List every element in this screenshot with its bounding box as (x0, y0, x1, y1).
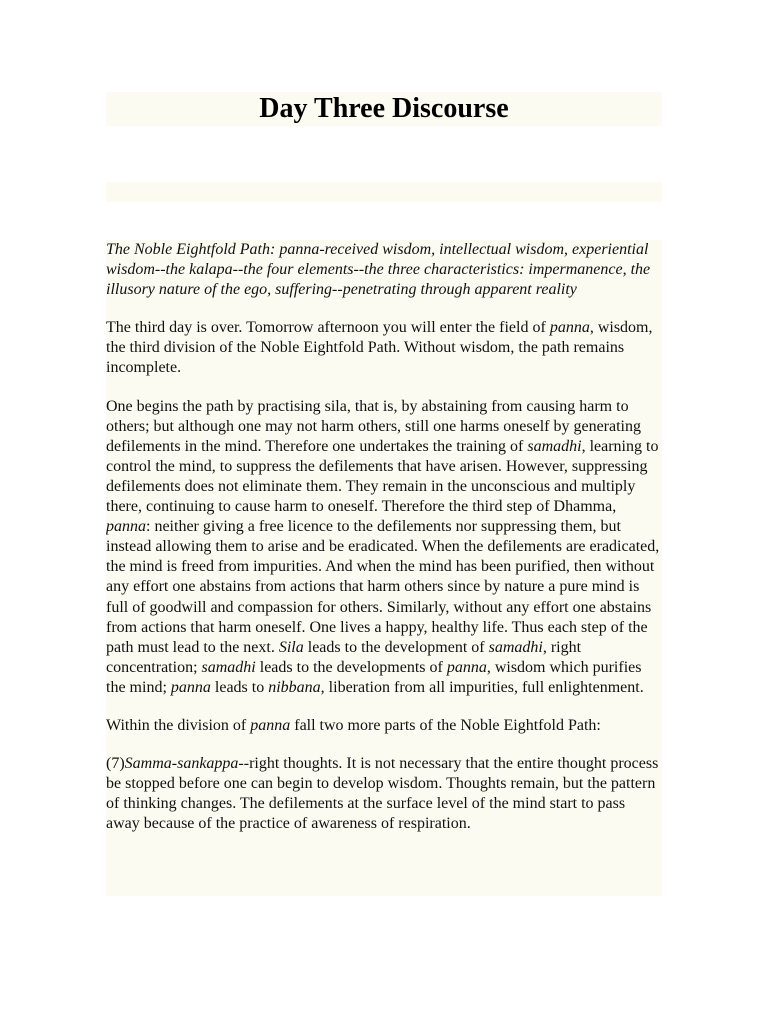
list-number: (7) (106, 755, 125, 773)
text-run: fall two more parts of the Noble Eightfold Path: (290, 716, 601, 734)
term-panna: panna (170, 678, 211, 696)
term-panna: panna (250, 716, 291, 734)
summary-paragraph: The Noble Eightfold Path: panna-received wisdom, intellectual wisdom, experiential wisdom--the kalapa--the four elements--the three characteristics: impermanence, the illusory nature of the ego, suffering--penetrating through apparent reality (106, 241, 651, 299)
term-samadhi: samadhi (201, 658, 256, 676)
paragraph-1 (106, 318, 662, 378)
discourse-body (106, 240, 662, 896)
text-run: : neither giving a free licence to the defilements nor suppressing them, but instead allowing them to arise and be eradicated. When the defilements are eradicated, the mind is freed from impurities. And when the mind has been purified, then without any effort one abstains from actions that harm others since by nature a pure mind is full of goodwill and compassion for others. Similarly, without any effort one abstains from actions that harm oneself. One lives a happy, healthy life. Thus each step of the path must lead to the next. (106, 518, 660, 656)
text-run: , wisdom, the third division of the Noble Eightfold Path. Without wisdom, the path remains incomplete. (106, 319, 653, 377)
term-samadhi: samadhi (527, 437, 582, 455)
text-run: One begins the path by practising sila, that is, by abstaining from causing harm to others; but although one may not harm others, still one harms oneself by generating defilements in the mind. Therefore one undertakes the training of (106, 397, 641, 455)
term-samma-sankappa: Samma-sankappa (124, 755, 239, 773)
term-panna: panna (446, 658, 487, 676)
term-panna: panna (106, 518, 146, 536)
page-title: Day Three Discourse (259, 93, 509, 124)
text-run: The third day is over. Tomorrow afternoon you will enter the field of (106, 319, 550, 337)
text-run: leads to the developments of (255, 658, 447, 676)
text-run: , right concentration; (106, 638, 582, 676)
text-run: , liberation from all impurities, full enlightenment. (320, 678, 644, 696)
text-run: leads to (210, 678, 269, 696)
text-run: , wisdom which purifies the mind; (106, 658, 642, 696)
paragraph-2 (106, 397, 662, 698)
empty-highlight-block (106, 182, 662, 202)
paragraph-3 (106, 716, 662, 736)
text-run: Within the division of (106, 716, 251, 734)
title-block (106, 92, 662, 126)
term-panna: panna (549, 319, 590, 337)
paragraph-4 (106, 754, 662, 834)
term-samadhi: samadhi (488, 638, 543, 656)
term-nibbana: nibbana (268, 678, 321, 696)
term-sila: Sila (278, 638, 304, 656)
text-run: --right thoughts. It is not necessary that the entire thought process be stopped before one can begin to develop wisdom. Thoughts remain, but the pattern of thinking changes. The defilements at the surface level of the mind start to pass away because of the practice of awareness of respiration. (106, 755, 659, 833)
text-run: leads to the development of (303, 638, 489, 656)
text-run: , learning to control the mind, to suppress the defilements that have arisen. However, suppressing defilements does not eliminate them. They remain in the unconscious and multiply there, continuing to cause harm to oneself. Therefore the third step of Dhamma, (106, 437, 659, 516)
